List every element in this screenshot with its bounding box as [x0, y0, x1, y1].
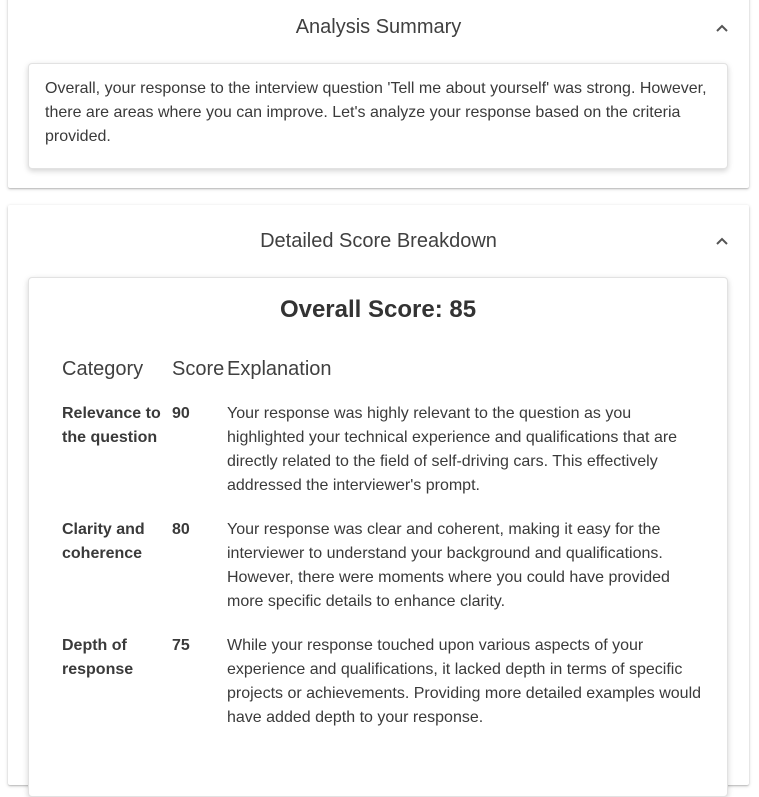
- row-score: 80: [172, 521, 190, 538]
- column-header-score: Score: [172, 358, 225, 380]
- table-row: [62, 518, 702, 634]
- row-explanation: Your response was highly relevant to the question as you highlighted your technical experience and qualifications that are directly related to the field of self-driving cars. This effectively addressed the interviewer's prompt.: [227, 405, 678, 494]
- row-category: Clarity and coherence: [62, 521, 145, 562]
- analysis-summary-panel: [8, 0, 749, 188]
- analysis-summary-header[interactable]: [8, 0, 749, 60]
- column-header-category: Category: [62, 358, 144, 380]
- row-explanation: While your response touched upon various aspects of your experience and qualifications, it lacked depth in terms of specific projects or achievements. Providing more detailed examples would have added depth to your response.: [227, 637, 702, 726]
- score-table: [62, 358, 702, 750]
- chevron-up-icon[interactable]: [715, 23, 729, 33]
- score-breakdown-title: Detailed Score Breakdown: [260, 230, 497, 252]
- column-header-explanation: Explanation: [227, 358, 332, 380]
- row-score: 75: [172, 637, 190, 654]
- summary-card: [28, 63, 728, 169]
- score-breakdown-card: [28, 277, 728, 797]
- summary-text: Overall, your response to the interview question 'Tell me about yourself' was strong. However, there are areas where you can improve. Let's analyze your response based on the criteria provided.: [45, 80, 707, 145]
- table-header-row: [62, 358, 702, 402]
- row-category: Depth of response: [62, 637, 134, 678]
- table-row: [62, 402, 702, 518]
- table-row: [62, 634, 702, 750]
- row-explanation: Your response was clear and coherent, making it easy for the interviewer to understand your background and qualifications. However, there were moments where you could have provided more specific details to enhance clarity.: [227, 521, 670, 610]
- analysis-summary-title: Analysis Summary: [295, 16, 462, 38]
- row-score: 90: [172, 405, 190, 422]
- chevron-up-icon[interactable]: [715, 236, 729, 246]
- score-breakdown-panel: [8, 205, 749, 785]
- overall-score: Overall Score: 85: [279, 296, 477, 323]
- score-breakdown-header[interactable]: [8, 205, 749, 269]
- row-category: Relevance to the question: [62, 405, 161, 446]
